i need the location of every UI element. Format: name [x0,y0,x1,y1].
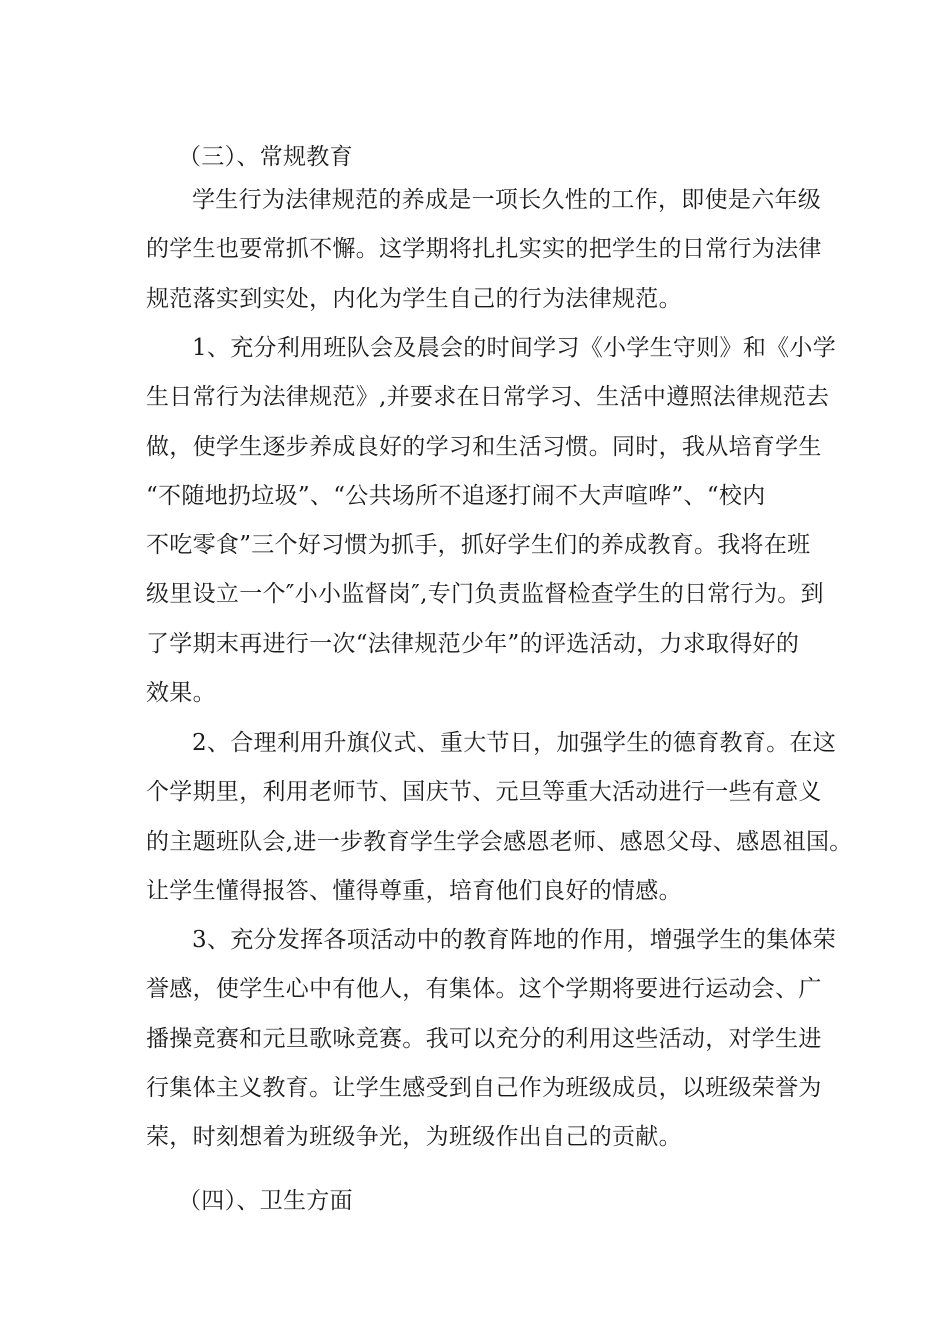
paragraph-intro [146,176,836,324]
paragraph-line: 1、充分利用班队会及晨会的时间学习《小学生守则》和《小学 [192,335,837,361]
paragraph-line: 个学期里，利用老师节、国庆节、元旦等重大活动进行一些有意义 [146,779,822,806]
paragraph-line: 的主题班队会,进一步教育学生学会感恩老师、感恩父母、感恩祖国。 [146,828,853,855]
paragraph-line: 级里设立一个″小小监督岗″,专门负责监督检查学生的日常行为。到 [146,581,824,608]
paragraph-line: 规范落实到实处，内化为学生自己的行为法律规范。 [146,285,682,312]
paragraph-line: 效果。 [146,680,216,707]
paragraph-item-3 [146,916,836,1162]
paragraph-line: 荣，时刻想着为班级争光，为班级作出自己的贡献。 [146,1124,682,1151]
section-heading-routine-education: （三）、常规教育 [178,144,353,170]
paragraph-line: 生日常行为法律规范》,并要求在日常学习、生活中遵照法律规范去 [146,384,830,411]
paragraph-item-2 [146,719,853,916]
paragraph-line: 让学生懂得报答、懂得尊重，培育他们良好的情感。 [146,877,682,904]
paragraph-line: 3、充分发挥各项活动中的教育阵地的作用，增强学生的集体荣 [192,927,837,953]
paragraph-line: 学生行为法律规范的养成是一项长久性的工作，即使是六年级 [192,187,822,213]
paragraph-line: 了学期末再进行一次“法律规范少年”的评选活动，力求取得好的 [146,630,800,657]
paragraph-line: 不吃零食”三个好习惯为抓手，抓好学生们的养成教育。我将在班 [146,532,811,559]
paragraph-line: “不随地扔垃圾”、“公共场所不追逐打闹不大声喧哗”、“校内 [146,482,766,509]
paragraph-line: 的学生也要常抓不懈。这学期将扎扎实实的把学生的日常行为法律 [146,236,822,263]
paragraph-item-1 [146,324,836,718]
paragraph-line: 2、合理利用升旗仪式、重大节日，加强学生的德育教育。在这 [192,730,837,756]
paragraph-line: 誉感，使学生心中有他人，有集体。这个学期将要进行运动会、广 [146,976,822,1003]
paragraph-line: 播操竞赛和元旦歌咏竞赛。我可以充分的利用这些活动，对学生进 [146,1025,822,1052]
paragraph-line: 行集体主义教育。让学生感受到自己作为班级成员，以班级荣誉为 [146,1074,822,1101]
paragraph-line: 做，使学生逐步养成良好的学习和生活习惯。同时，我从培育学生 [146,433,822,460]
section-heading-hygiene: （四）、卫生方面 [178,1188,353,1214]
